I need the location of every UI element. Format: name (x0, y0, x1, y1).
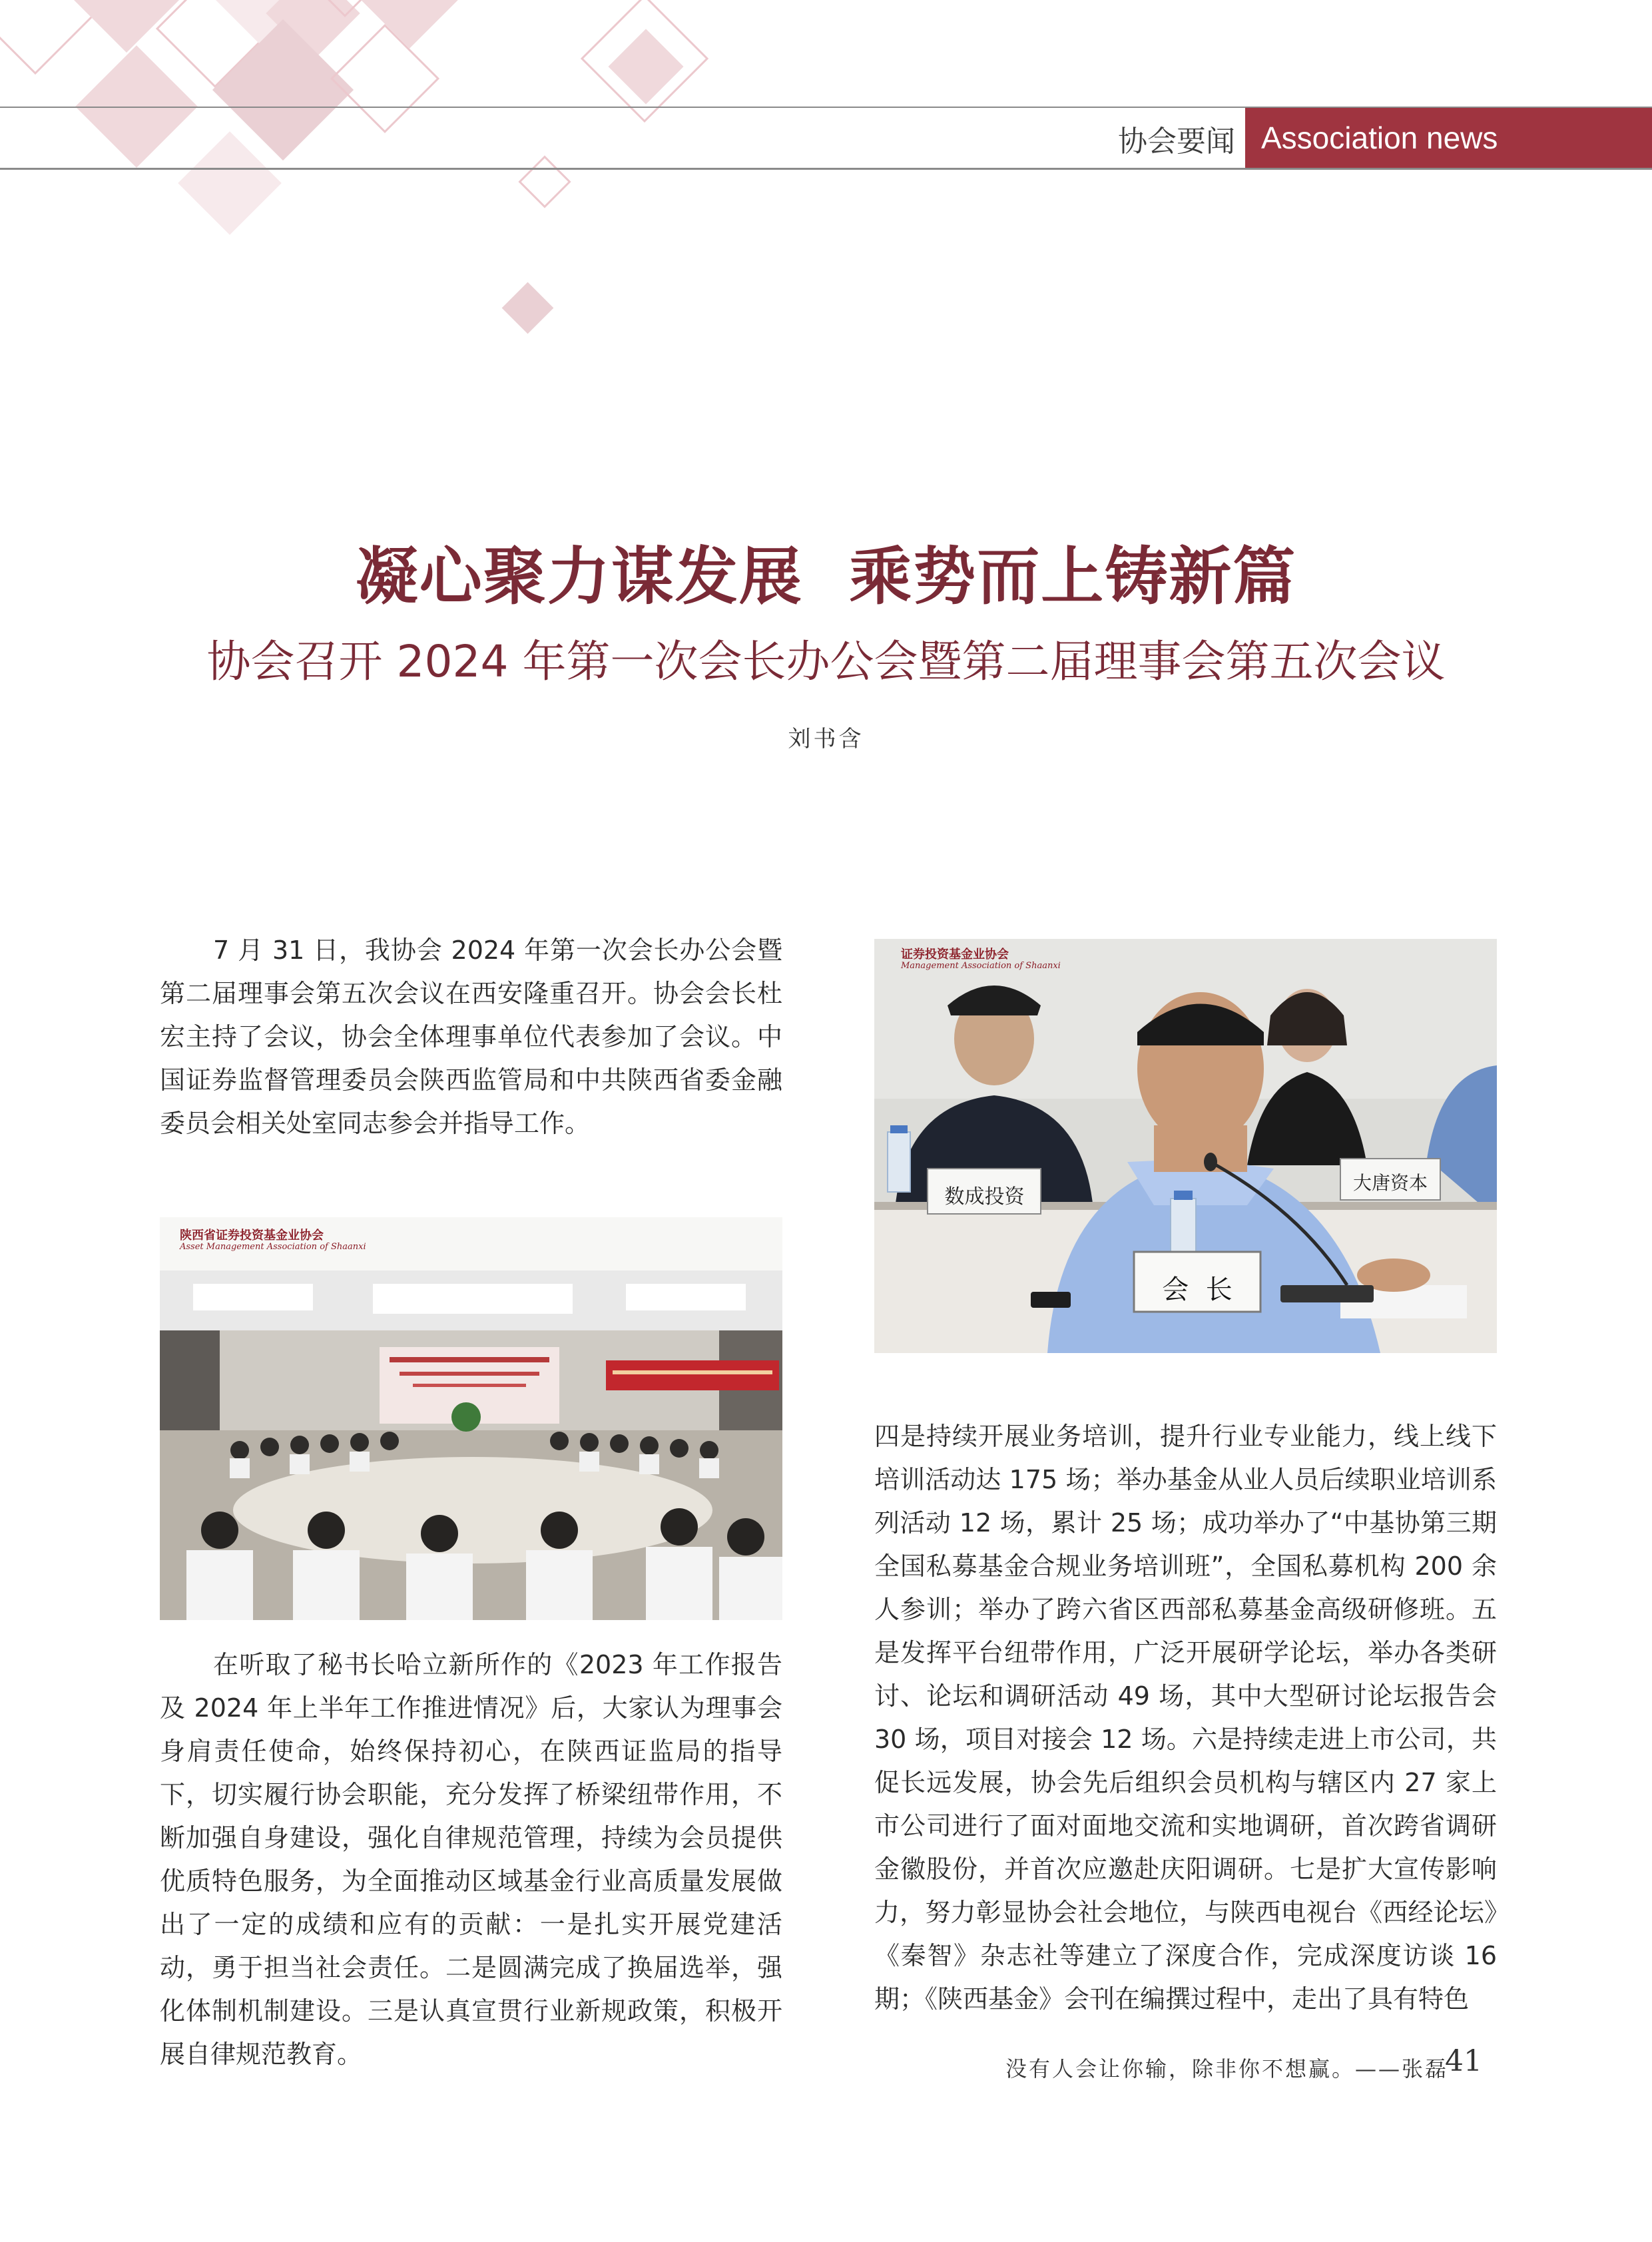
logo-text-en-2: Management Association of Shaanxi (901, 960, 1061, 971)
paragraph-1: 7 月 31 日，我协会 2024 年第一次会长办公会暨第二届理事会第五次会议在西安隆重召开。协会会长杜宏主持了会议，协会全体理事单位代表参加了会议。中国证券监督管理委员会陕西监管局和中共陕西省委金融委员会相关处室同志参会并指导工作。 (160, 936, 782, 1138)
paragraph-3: 四是持续开展业务培训，提升行业专业能力，线上线下培训活动达 175 场；举办基金从业人员后续职业培训系列活动 12 场，累计 25 场；成功举办了“中基协第三期全国私募基金合规业务培训班”，全国私募机构 200 余人参训；举办了跨六省区西部私募基金高级研修班。五是发挥平台纽带作用，广泛开展研学论坛，举办各类研讨、论坛和调研活动 49 场，其中大型研讨论坛报告会 30 场，项目对接会 12 场。六是持续走进上市公司，共促长远发展，协会先后组织会员机构与辖区内 27 家上市公司进行了面对面地交流和实地调研，首次跨省调研金徽股份，并首次应邀赴庆阳调研。七是扩大宣传影响力，努力彰显协会社会地位，与陕西电视台《西经论坛》《秦智》杂志社等建立了深度合作，完成深度访谈 16 期；《陕西基金》会刊在编撰过程中，走出了具有特色 (874, 1422, 1497, 2014)
section-label-cn: 协会要闻 (1118, 124, 1235, 158)
paragraph-2: 在听取了秘书长哈立新所作的《2023 年工作报告及 2024 年上半年工作推进情况》后，大家认为理事会身肩责任使命，始终保持初心，在陕西证监局的指导下，切实履行协会职能，充分发挥了桥梁纽带作用，不断加强自身建设，强化自律规范管理，持续为会员提供优质特色服务，为全面推动区域基金行业高质量发展做出了一定的成绩和应有的贡献：一是扎实开展党建活动，勇于担当社会责任。二是圆满完成了换届选举，强化体制机制建设。三是认真宣贯行业新规政策，积极开展自律规范教育。 (160, 1650, 782, 2069)
logo-text-cn-2: 证券投资基金业协会 (901, 948, 1009, 962)
meeting-room-illustration (160, 1217, 782, 1620)
section-label-en: Association news (1245, 108, 1652, 168)
nameplate-chairman: 会 长 (1162, 1274, 1233, 1305)
logo-text-cn: 陕西省证券投资基金业协会 (180, 1229, 324, 1243)
chairman-speaking-photo (874, 939, 1497, 1353)
header-rule-bottom (0, 168, 1652, 170)
article-title: 凝心聚力谋发展 乘势而上铸新篇 (355, 540, 1297, 613)
footer-quote: 没有人会让你输，除非你不想赢。——张磊 (1005, 2056, 1449, 2082)
logo-text-en: Asset Management Association of Shaanxi (180, 1241, 366, 1252)
nameplate-left: 数成投资 (944, 1185, 1025, 1209)
nameplate-right: 大唐资本 (1352, 1172, 1428, 1194)
photo-watermark-logo-2 (901, 948, 1061, 971)
photo-watermark-logo (180, 1229, 366, 1252)
page-number: 41 (1445, 2044, 1482, 2078)
article-author: 刘书含 (788, 726, 864, 752)
article-subtitle: 协会召开 2024 年第一次会长办公会暨第二届理事会第五次会议 (206, 636, 1446, 687)
meeting-room-photo (160, 1217, 782, 1620)
